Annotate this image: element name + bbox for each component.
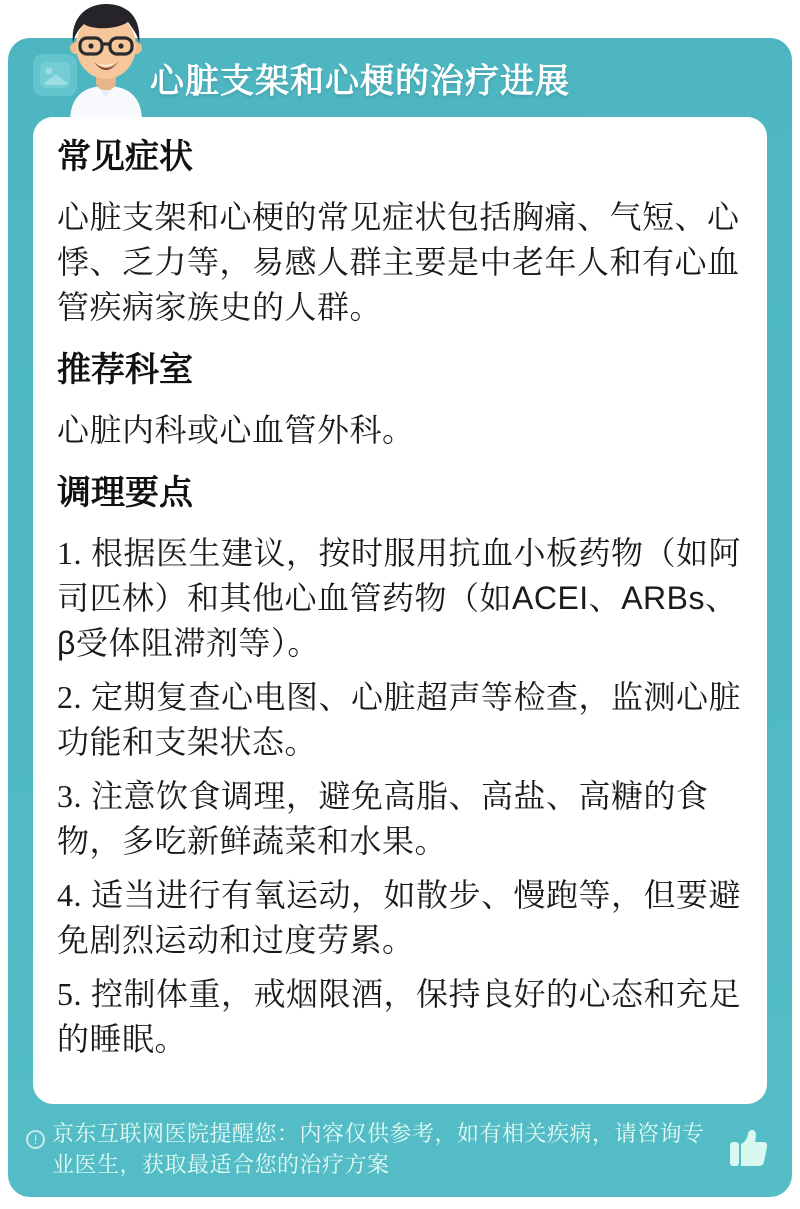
section-body-symptoms: 心脏支架和心梗的常见症状包括胸痛、气短、心悸、乏力等，易感人群主要是中老年人和有心血管疾病家族史的人群。	[57, 199, 740, 325]
list-item-text: 控制体重，戒烟限酒，保持良好的心态和充足的睡眠。	[57, 976, 742, 1057]
footer-disclaimer-bar	[8, 1118, 792, 1180]
list-item	[57, 675, 743, 765]
disclaimer-text: 京东互联网医院提醒您：内容仅供参考，如有相关疾病，请咨询专业医生，获取最适合您的治疗方案	[52, 1121, 705, 1177]
list-item-number: 5.	[57, 976, 82, 1012]
list-item-number: 2.	[57, 679, 82, 715]
exclamation-circle-icon: !	[26, 1130, 45, 1149]
list-item-text: 注意饮食调理，避免高脂、高盐、高糖的食物，多吃新鲜蔬菜和水果。	[57, 778, 709, 859]
section-heading-symptoms: 常见症状	[57, 138, 193, 176]
list-item-text: 定期复查心电图、心脏超声等检查，监测心脏功能和支架状态。	[57, 679, 742, 760]
list-item	[57, 972, 743, 1062]
list-item	[57, 774, 743, 864]
header	[8, 38, 792, 117]
teal-background-panel	[8, 38, 792, 1197]
care-points-list	[57, 531, 743, 1062]
picture-icon	[33, 54, 77, 96]
content-card	[33, 117, 767, 1104]
list-item	[57, 873, 743, 963]
list-item-number: 4.	[57, 877, 82, 913]
section-body-department: 心脏内科或心血管外科。	[57, 412, 415, 448]
section-heading-department: 推荐科室	[57, 351, 193, 389]
page-title: 心脏支架和心梗的治疗进展	[150, 62, 570, 100]
section-heading-care-points: 调理要点	[57, 474, 193, 512]
thumbs-up-icon[interactable]	[724, 1128, 772, 1175]
list-item-text: 适当进行有氧运动，如散步、慢跑等，但要避免剧烈运动和过度劳累。	[57, 877, 742, 958]
list-item-number: 3.	[57, 778, 82, 814]
list-item-text: 根据医生建议，按时服用抗血小板药物（如阿司匹林）和其他心血管药物（如ACEI、ARBs、β受体阻滞剂等）。	[57, 535, 742, 661]
list-item	[57, 531, 743, 666]
list-item-number: 1.	[57, 535, 82, 571]
